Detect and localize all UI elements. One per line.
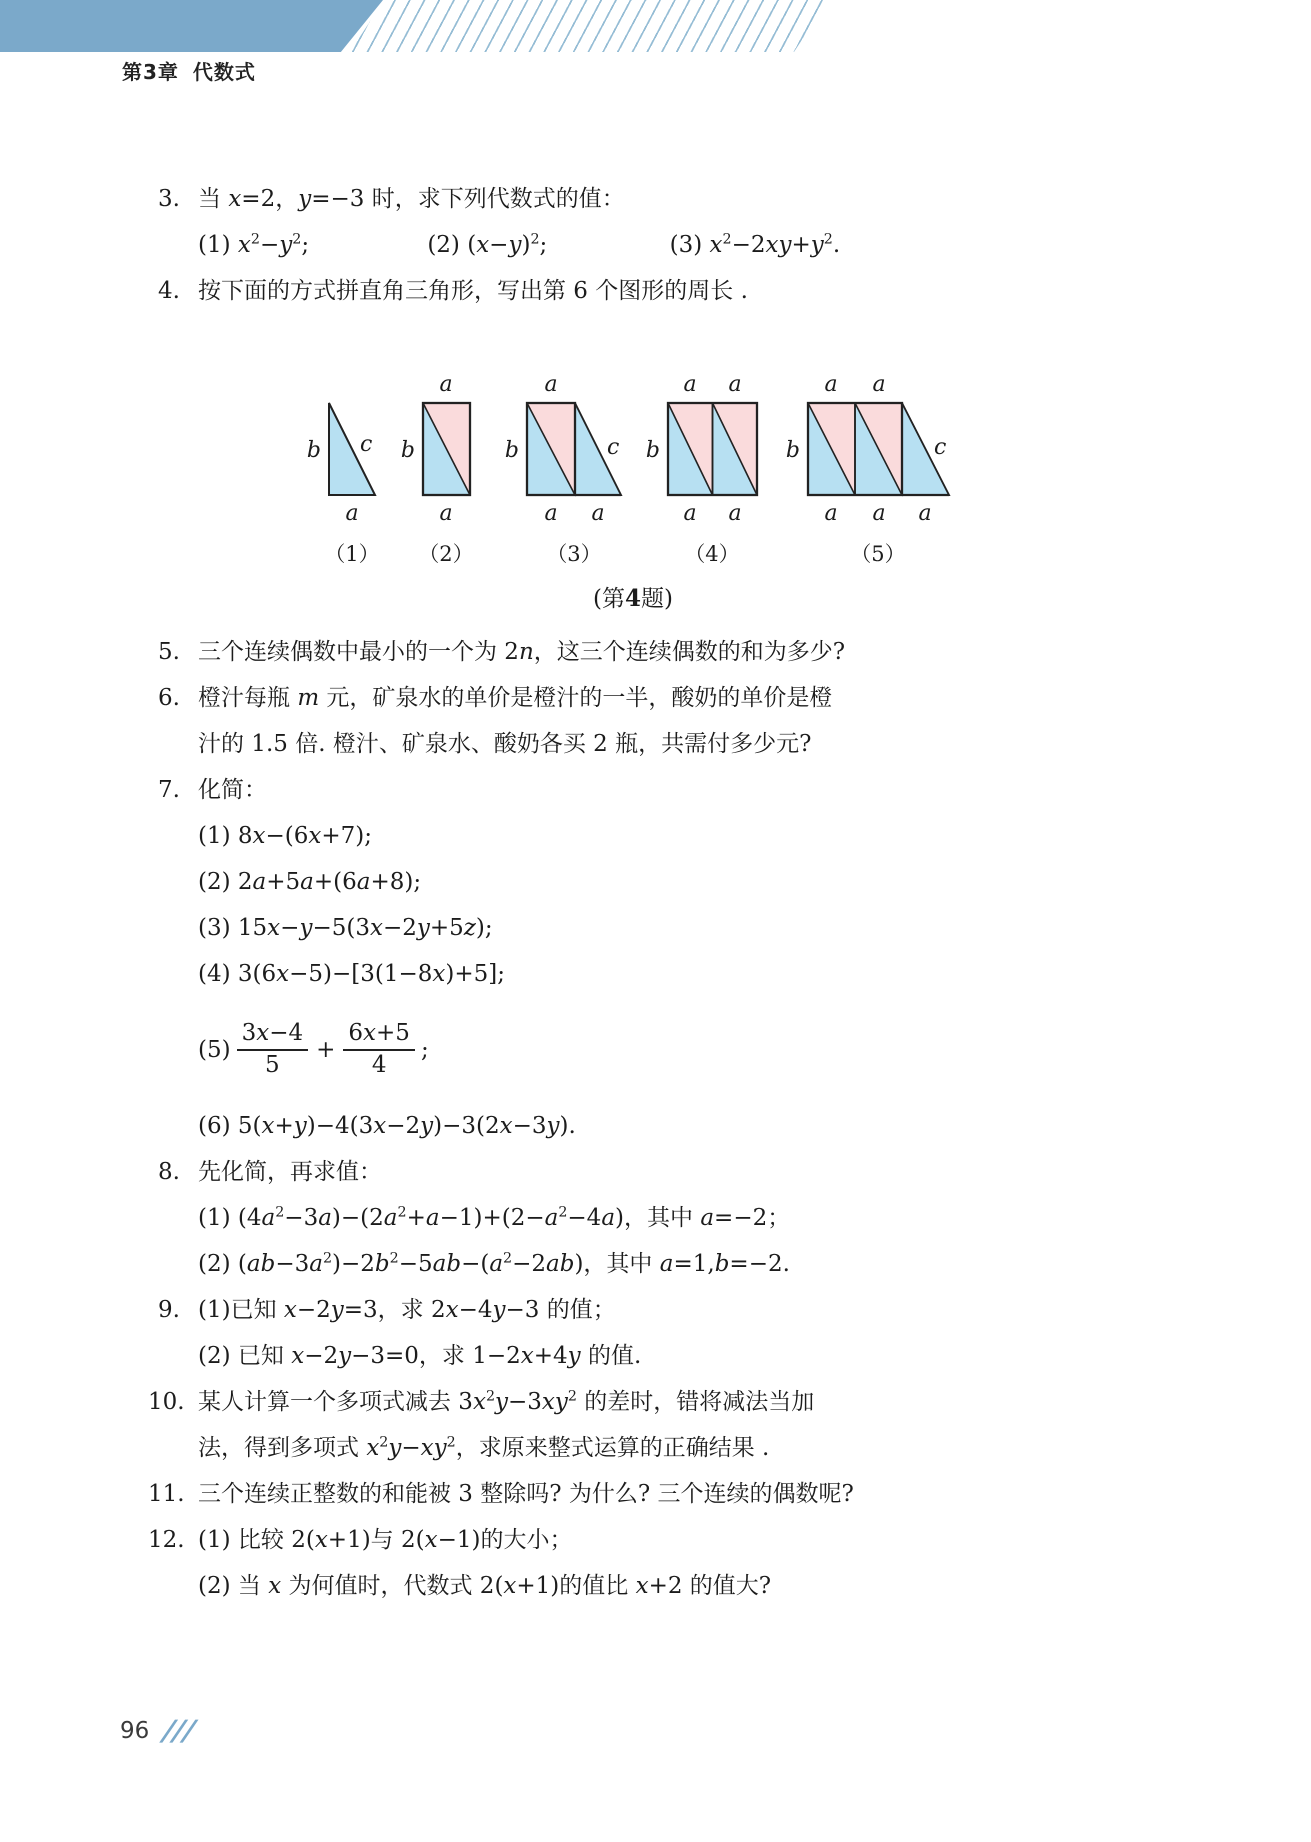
subfigure-caption-4: （4） xyxy=(684,542,740,566)
edge-label-c: c xyxy=(360,432,373,457)
problem-text: 三个连续偶数中最小的一个为 2n，这三个连续偶数的和为多少? xyxy=(198,639,846,665)
problem-text: 橙汁每瓶 m 元，矿泉水的单价是橙汁的一半，酸奶的单价是橙 xyxy=(198,685,833,711)
edge-label-a: a xyxy=(439,501,453,526)
problem-number: 8. xyxy=(158,1159,180,1185)
problem-text: 化简： xyxy=(198,777,267,803)
fraction-1 xyxy=(237,1019,309,1081)
problem-8-row xyxy=(0,1149,1311,1195)
problem-7-item-1 xyxy=(0,813,1311,859)
problem-number: 7. xyxy=(158,777,180,803)
problem-number: 5. xyxy=(158,639,180,665)
subfigure-caption-2: （2） xyxy=(418,542,474,566)
expression: (3) $x^2-2xy+y^2$. xyxy=(669,231,841,258)
fraction-2 xyxy=(343,1019,415,1081)
expression: (2) $(ab-3a^2)-2b^2-5ab-(a^2-2ab)$，其中 a=1,b=−2. xyxy=(198,1250,790,1277)
chapter-title: 代数式 xyxy=(192,60,256,84)
expression: (2) 当 x 为何值时，代数式 2(x+1)的值比 x+2 的值大? xyxy=(198,1573,772,1599)
edge-label-b: b xyxy=(306,438,321,463)
figure-problem4 xyxy=(253,325,1311,621)
problem-text: 汁的 1.5 倍. 橙汁、矿泉水、酸奶各买 2 瓶，共需付多少元? xyxy=(198,731,812,757)
figure-shape-3 xyxy=(505,372,621,526)
edge-label-a: a xyxy=(683,372,697,397)
problem-7-item-5 xyxy=(0,997,1311,1103)
fraction-numerator: 3x−4 xyxy=(241,1020,304,1047)
edge-label-a: a xyxy=(872,372,886,397)
expression: (1) $(4a^2-3a)-(2a^2+a-1)+(2-a^2-4a)$，其中 a=−2； xyxy=(198,1204,791,1231)
problem-text: 法，得到多项式 $x^2y-xy^2$，求原来整式运算的正确结果 . xyxy=(198,1434,770,1461)
problem-number: 6. xyxy=(158,685,180,711)
edge-label-b: b xyxy=(785,438,800,463)
chapter-number: 第3章 xyxy=(122,60,179,84)
expression: (2) 已知 x−2y−3=0，求 1−2x+4y 的值. xyxy=(198,1343,642,1369)
edge-label-c: c xyxy=(607,435,620,460)
expression: (2) $(x-y)^2$; xyxy=(427,231,548,258)
expression: (1) 比较 2(x+1)与 2(x−1)的大小； xyxy=(198,1527,573,1553)
problem-list xyxy=(0,176,1311,1609)
edge-label-a: a xyxy=(728,501,742,526)
figure-caption-pre: (第 xyxy=(593,586,625,612)
edge-label-a: a xyxy=(544,501,558,526)
problem-7-item-3 xyxy=(0,905,1311,951)
edge-label-a: a xyxy=(345,501,359,526)
edge-label-a: a xyxy=(824,372,838,397)
problem-7-item-4 xyxy=(0,951,1311,997)
problem-number: 3. xyxy=(158,186,180,212)
figure-shape-2 xyxy=(401,372,470,526)
figure-shape-5 xyxy=(786,372,949,526)
edge-label-a: a xyxy=(439,372,453,397)
fraction-denominator: 5 xyxy=(237,1049,309,1081)
edge-label-c: c xyxy=(934,435,947,460)
problem-number: 10. xyxy=(148,1389,185,1415)
expression: (6) 5(x+y)−4(3x−2y)−3(2x−3y). xyxy=(198,1113,576,1139)
edge-label-a: a xyxy=(544,372,558,397)
problem-number: 11. xyxy=(148,1481,185,1507)
figure-svg xyxy=(253,325,963,617)
problem-11-row xyxy=(0,1471,1311,1517)
subfigure-caption-5: （5） xyxy=(850,542,906,566)
edge-label-a: a xyxy=(872,501,886,526)
problem-6-row-2 xyxy=(0,721,1311,767)
edge-label-b: b xyxy=(400,438,415,463)
problem-text: 某人计算一个多项式减去 $3x^2y-3xy^2$ 的差时，错将减法当加 xyxy=(198,1388,815,1415)
expression: (1) 8x−(6x+7); xyxy=(198,823,373,849)
problem-8-item-1 xyxy=(0,1195,1311,1241)
fraction-denominator: 4 xyxy=(343,1049,415,1081)
edge-label-a: a xyxy=(591,501,605,526)
problem-3-row xyxy=(0,176,1311,222)
problem-number: 4. xyxy=(158,278,180,304)
problem-number: 9. xyxy=(158,1297,180,1323)
expression-prefix: (5) xyxy=(198,1037,231,1063)
expression-suffix: ; xyxy=(420,1037,429,1063)
problem-3-items xyxy=(0,222,1311,268)
problem-10-row xyxy=(0,1379,1311,1425)
figure-shape-4 xyxy=(646,372,757,526)
problem-12-row xyxy=(0,1517,1311,1563)
expression: (3) 15x−y−5(3x−2y+5z); xyxy=(198,915,493,941)
problem-7-item-2 xyxy=(0,859,1311,905)
page-number: 96 xyxy=(120,1718,150,1744)
expression: (4) 3(6x−5)−[3(1−8x)+5]; xyxy=(198,961,505,987)
figure-shape-1 xyxy=(307,403,375,526)
edge-label-b: b xyxy=(645,438,660,463)
problem-text: 三个连续正整数的和能被 3 整除吗? 为什么? 三个连续的偶数呢? xyxy=(198,1481,854,1507)
problem-9-item-2 xyxy=(0,1333,1311,1379)
edge-label-a: a xyxy=(918,501,932,526)
problem-number: 12. xyxy=(148,1527,185,1553)
footer-slashes-icon: /// xyxy=(161,1714,198,1747)
plus-operator: + xyxy=(316,1037,336,1063)
problem-text: 先化简，再求值： xyxy=(198,1159,382,1185)
expression: (2) 2a+5a+(6a+8); xyxy=(198,869,422,895)
problem-text: 按下面的方式拼直角三角形，写出第 6 个图形的周长 . xyxy=(198,278,748,304)
subfigure-caption-3: （3） xyxy=(546,542,602,566)
edge-label-a: a xyxy=(728,372,742,397)
problem-5-row xyxy=(0,629,1311,675)
problem-4-row xyxy=(0,268,1311,314)
problem-8-item-2 xyxy=(0,1241,1311,1287)
problem-7-row xyxy=(0,767,1311,813)
figure-caption xyxy=(593,585,673,612)
chapter-heading xyxy=(122,56,256,85)
edge-label-a: a xyxy=(683,501,697,526)
banner-solid-bar xyxy=(0,0,383,52)
figure-caption-number: 4 xyxy=(624,585,642,612)
fraction-numerator: 6x+5 xyxy=(348,1020,410,1047)
edge-label-b: b xyxy=(504,438,519,463)
expression: (1) $x^2-y^2$; xyxy=(198,231,310,258)
subfigure-caption-1: （1） xyxy=(324,542,380,566)
expression: (1)已知 x−2y=3，求 2x−4y−3 的值； xyxy=(198,1297,616,1323)
problem-7-item-6 xyxy=(0,1103,1311,1149)
problem-10-row-2 xyxy=(0,1425,1311,1471)
problem-text: 当 x=2，y=−3 时，求下列代数式的值： xyxy=(198,186,625,212)
problem-6-row xyxy=(0,675,1311,721)
banner-hatch-stripes xyxy=(350,0,828,52)
edge-label-a: a xyxy=(824,501,838,526)
problem-12-item-2 xyxy=(0,1563,1311,1609)
figure-caption-post: 题) xyxy=(641,586,673,612)
problem-9-row xyxy=(0,1287,1311,1333)
